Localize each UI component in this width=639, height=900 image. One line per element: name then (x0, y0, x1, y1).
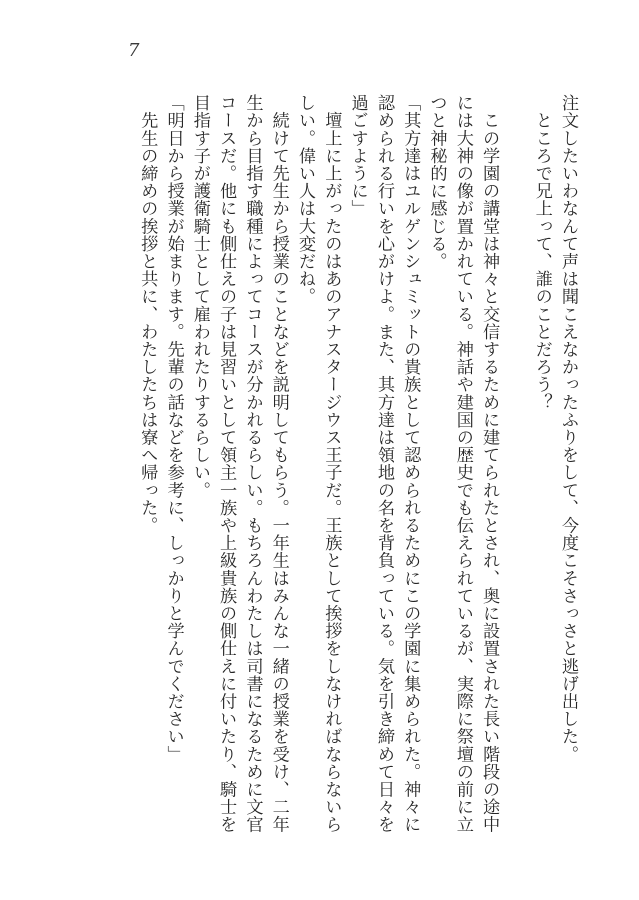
page-number: 7 (128, 40, 140, 61)
text-line: ところで兄上って、誰のことだろう？ (531, 94, 552, 411)
text-line: この学園の講堂は神々と交信するために建てられたとされ、奥に設置された長い階段の途中 (479, 94, 500, 834)
text-line: 「其方達はユルゲンシュミットの貴族として認められるためにこの学園に集められた。神々に (400, 94, 421, 834)
vertical-text-block (131, 94, 581, 854)
text-line: 過ごすように」 (347, 94, 368, 218)
text-line: 注文したいわなんて声は聞こえなかったふりをして、今度こそさっさと逃げ出した。 (558, 94, 578, 763)
text-line: 壇上に上がったのはあのアナスタージウス王子だ。王族として挨拶をしなければならないら (321, 94, 342, 834)
text-line: 生から目指す職種によってコースが分かれるらしい。もちろんわたしは司書になるために文官 (242, 94, 263, 834)
text-line: 先生の締めの挨拶と共に、わたしたちは寮へ帰った。 (137, 94, 158, 534)
text-line: には大神の像が置かれている。神話や建国の歴史でも伝えられているが、実際に祭壇の前に立 (452, 94, 473, 834)
blank-line (502, 94, 528, 854)
text-line: つと神秘的に感じる。 (426, 94, 447, 270)
text-line: しい。偉い人は大変だね。 (295, 94, 316, 306)
text-line: 「明日から授業が始まります。先輩の話などを参考に、しっかりと学んでください」 (163, 94, 184, 763)
text-line: 認められる行いを心がけよ。また、其方達は領地の名を背負っている。気を引き締めて日々を (373, 94, 394, 834)
text-line: コースだ。他にも側仕えの子は見習いとして領主一族や上級貴族の側仕えに付いたり、騎士を (216, 94, 237, 834)
text-line: 目指す子が護衛騎士として雇われたりするらしい。 (189, 94, 210, 499)
text-line: 続けて先生から授業のことなどを説明してもらう。一年生はみんな一緒の授業を受け、二年 (268, 94, 289, 834)
